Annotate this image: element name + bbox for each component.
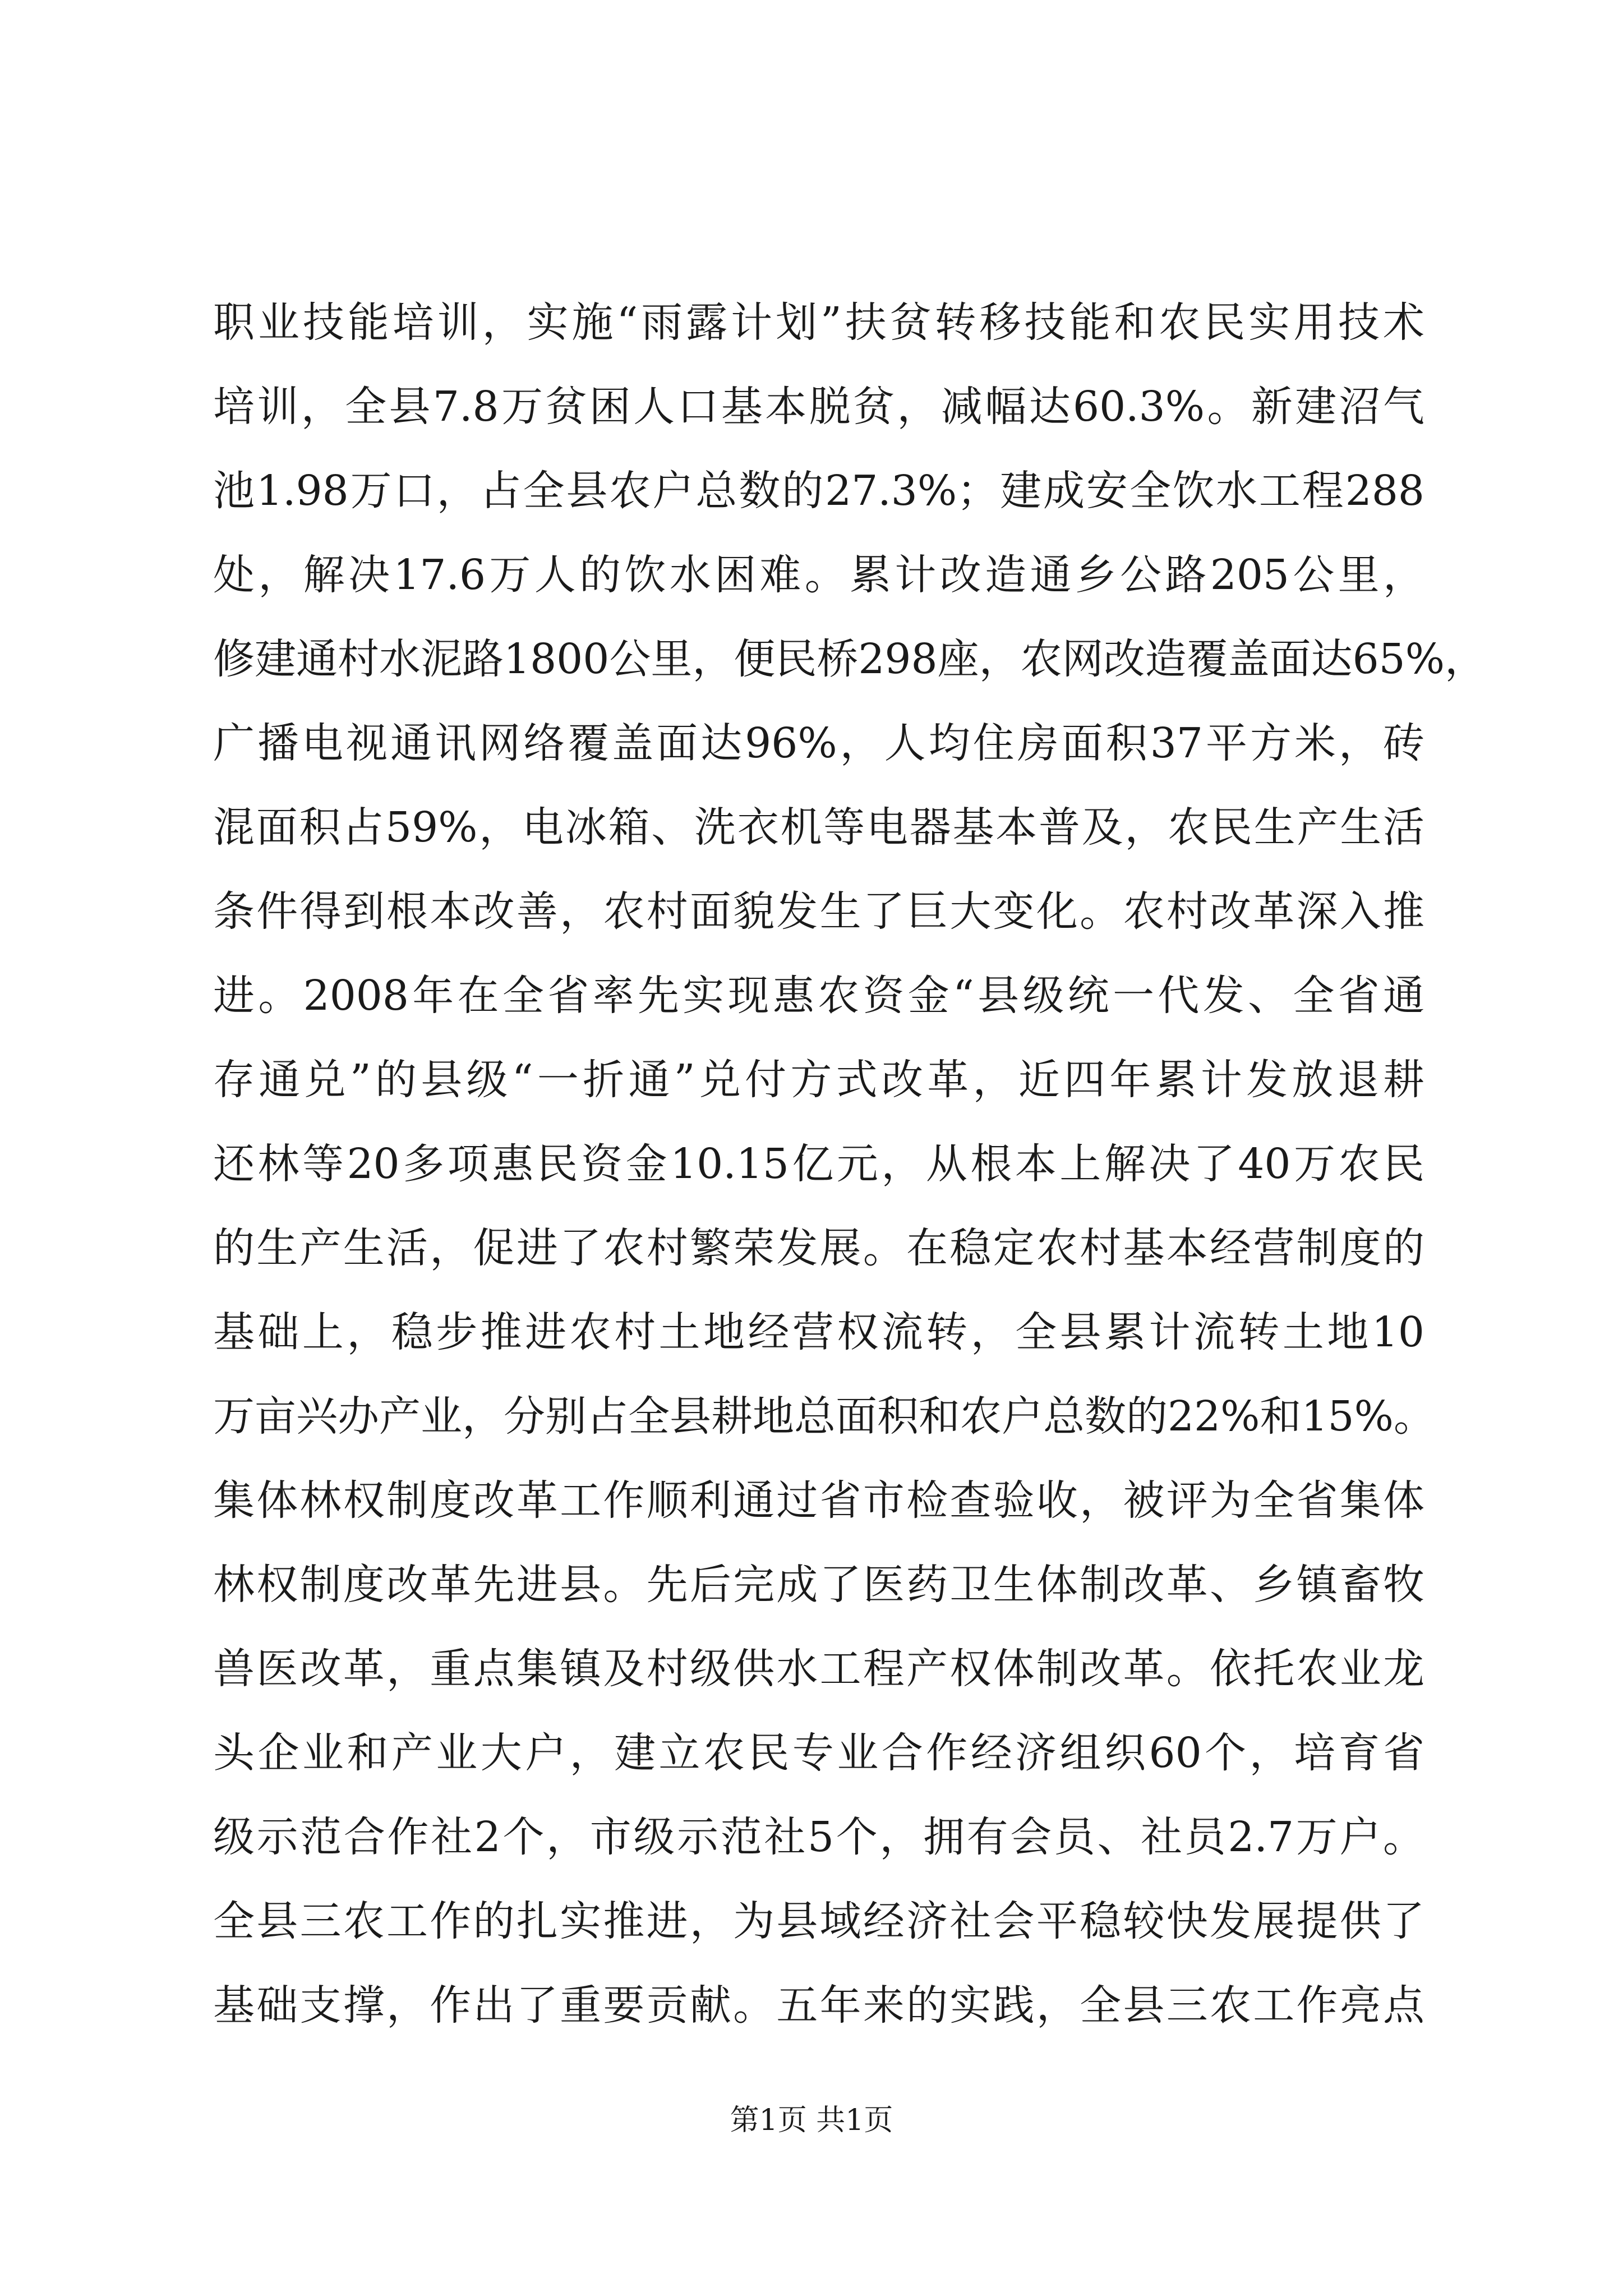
text-line: 混面积占59%，电冰箱、洗衣机等电器基本普及，农民生产生活 bbox=[213, 803, 1424, 852]
text-line: 进。2008年在全省率先实现惠农资金“县级统一代发、全省通 bbox=[213, 972, 1424, 1020]
text-line: 条件得到根本改善，农村面貌发生了巨大变化。农村改革深入推 bbox=[213, 887, 1424, 936]
text-line: 兽医改革，重点集镇及村级供水工程产权体制改革。依托农业龙 bbox=[213, 1645, 1424, 1693]
text-line: 级示范合作社2个，市级示范社5个，拥有会员、社员2.7万户。 bbox=[213, 1813, 1424, 1861]
text-line: 集体林权制度改革工作顺利通过省市检查验收，被评为全省集体 bbox=[213, 1476, 1424, 1525]
text-line: 培训，全县7.8万贫困人口基本脱贫，减幅达60.3%。新建沼气 bbox=[213, 383, 1424, 431]
text-line: 万亩兴办产业，分别占全县耕地总面积和农户总数的22%和15%。 bbox=[213, 1392, 1435, 1441]
text-line: 林权制度改革先进县。先后完成了医药卫生体制改革、乡镇畜牧 bbox=[213, 1561, 1424, 1609]
page-footer: 第1页 共1页 bbox=[730, 2104, 893, 2137]
text-line: 处，解决17.6万人的饮水困难。累计改造通乡公路205公里， bbox=[213, 551, 1424, 599]
text-line: 存通兑”的县级“一折通”兑付方式改革，近四年累计发放退耕 bbox=[213, 1056, 1424, 1104]
text-line: 的生产生活，促进了农村繁荣发展。在稳定农村基本经营制度的 bbox=[213, 1224, 1424, 1272]
text-line: 头企业和产业大户，建立农民专业合作经济组织60个，培育省 bbox=[213, 1729, 1424, 1777]
text-line: 修建通村水泥路1800公里，便民桥298座，农网改造覆盖面达65%， bbox=[213, 635, 1487, 683]
text-line: 基础支撑，作出了重要贡献。五年来的实践，全县三农工作亮点 bbox=[213, 1981, 1424, 2030]
text-line: 职业技能培训，实施“雨露计划”扶贫转移技能和农民实用技术 bbox=[213, 298, 1424, 347]
text-line: 广播电视通讯网络覆盖面达96%，人均住房面积37平方米，砖 bbox=[213, 719, 1424, 767]
text-line: 基础上，稳步推进农村土地经营权流转，全县累计流转土地10 bbox=[213, 1308, 1424, 1356]
text-line: 池1.98万口，占全县农户总数的27.3%；建成安全饮水工程288 bbox=[213, 467, 1424, 515]
text-line: 还林等20多项惠民资金10.15亿元，从根本上解决了40万农民 bbox=[213, 1140, 1424, 1188]
body-text bbox=[213, 280, 1487, 2047]
text-line: 全县三农工作的扎实推进，为县域经济社会平稳较快发展提供了 bbox=[213, 1897, 1424, 1945]
